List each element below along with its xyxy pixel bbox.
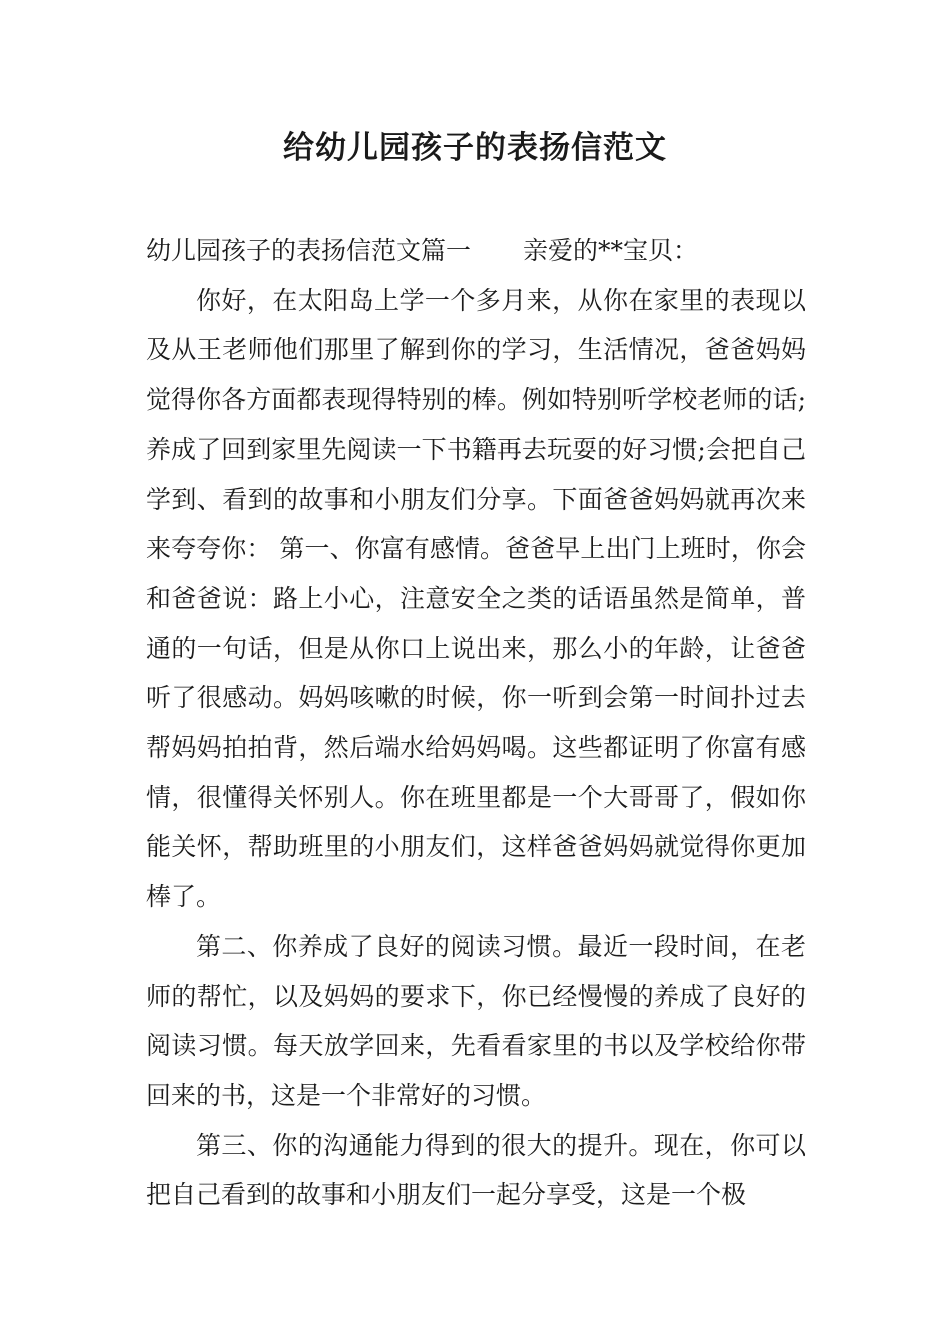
salutation: 亲爱的**宝贝：	[523, 236, 699, 265]
paragraph-3: 第三、你的沟通能力得到的很大的提升。现在，你可以把自己看到的故事和小朋友们一起分享受，这是一个极	[146, 1130, 806, 1210]
paragraph-1: 你好，在太阳岛上学一个多月来，从你在家里的表现以及从王老师他们那里了解到你的学习，生活情况，爸爸妈妈觉得你各方面都表现得特别的棒。例如特别听学校老师的话;养成了回到家里先阅读一下书籍再去玩耍的好习惯;会把自己学到、看到的故事和小朋友们分享。下面爸爸妈妈就再次来来夸夸你： 第一、你富有感情。爸爸早上出门上班时，你会和爸爸说：路上小心，注意安全之类的话语虽然是简单，普通的一句话，但是从你口上说出来，那么小的年龄，让爸爸听了很感动。妈妈咳嗽的时候，你一听到会第一时间扑过去帮妈妈拍拍背，然后端水给妈妈喝。这些都证明了你富有感情，很懂得关怀别人。你在班里都是一个大哥哥了，假如你能关怀，帮助班里的小朋友们，这样爸爸妈妈就觉得你更加棒了。	[146, 285, 806, 912]
document-body	[146, 226, 806, 1220]
document-title: 给幼儿园孩子的表扬信范文	[283, 130, 667, 166]
section-heading: 幼儿园孩子的表扬信范文篇一	[146, 236, 472, 265]
paragraph-2: 第二、你养成了良好的阅读习惯。最近一段时间，在老师的帮忙，以及妈妈的要求下，你已经慢慢的养成了良好的阅读习惯。每天放学回来，先看看家里的书以及学校给你带回来的书，这是一个非常好的习惯。	[146, 931, 806, 1110]
heading-line	[146, 226, 806, 276]
